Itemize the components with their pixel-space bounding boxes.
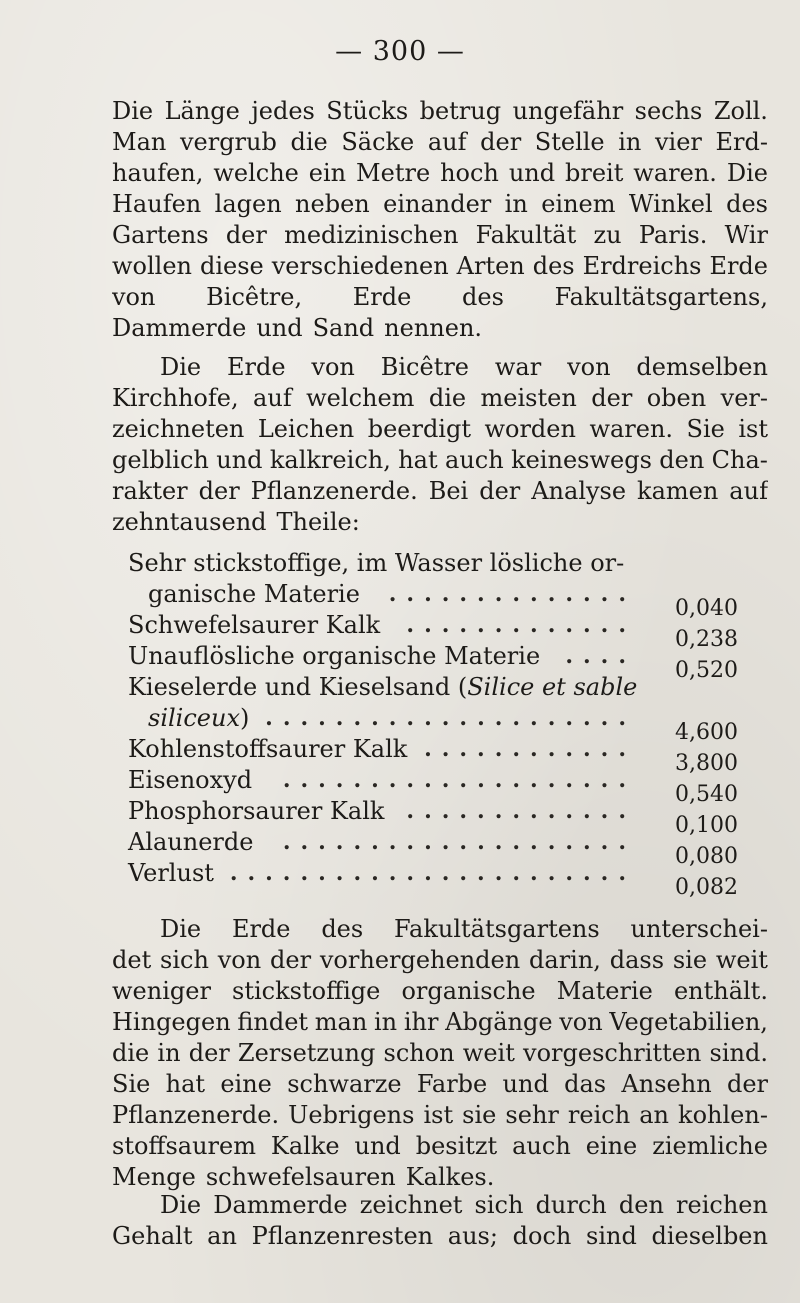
analysis-label: Eisenoxyd (128, 766, 253, 794)
para1-line: Die Länge jedes Stücks betrug ungefähr sechs Zoll. (112, 97, 768, 125)
dot-leader: .................... (282, 829, 636, 855)
analysis-label: siliceux) (148, 704, 250, 732)
analysis-row (128, 703, 748, 745)
dot-leader: .................... (282, 767, 636, 793)
dot-leader: ............. (406, 612, 636, 638)
page-number: — 300 — (335, 36, 465, 67)
analysis-row (128, 641, 748, 683)
para3-line: Die Erde des Fakultätsgartens unterschei- (160, 915, 768, 943)
analysis-value: 0,100 (675, 813, 738, 838)
paragraph-3 (112, 914, 768, 1193)
para2-line: gelblich und kalkreich, hat auch keineswegs den Cha- (112, 446, 768, 474)
para1-line: Man vergrub die Säcke auf der Stelle in vier Erd- (112, 128, 768, 156)
analysis-label: Alaunerde (128, 828, 254, 856)
para3-line: Hingegen findet man in ihr Abgänge von Vegetabilien, (112, 1008, 768, 1036)
dot-leader: ............. (406, 798, 636, 824)
para1-line: wollen diese verschiedenen Arten des Erdreichs Erde (112, 252, 768, 280)
analysis-label: Verlust (128, 859, 214, 887)
para3-line: det sich von der vorhergehenden darin, dass sie weit (112, 946, 768, 974)
analysis-value: 3,800 (675, 751, 738, 776)
para3-line: weniger stickstoffige organische Materie enthält. (112, 977, 768, 1005)
analysis-label-french: siliceux (148, 704, 240, 732)
para3-line: Sie hat eine schwarze Farbe und das Ansehn der (112, 1070, 768, 1098)
dot-leader: .... (565, 643, 636, 669)
analysis-label: Schwefelsaurer Kalk (128, 611, 381, 639)
analysis-row (128, 734, 748, 776)
analysis-value: 0,082 (675, 875, 738, 900)
analysis-label: Kieselerde und Kieselsand (Silice et sable (128, 673, 638, 701)
para3-line: Menge schwefelsauren Kalkes. (112, 1163, 495, 1191)
analysis-row (128, 548, 748, 579)
paragraph-2 (112, 352, 768, 538)
analysis-row (128, 579, 748, 621)
dot-leader: ....................... (229, 860, 636, 886)
analysis-row (128, 765, 748, 807)
paragraph-1 (112, 96, 768, 344)
analysis-label: Kohlenstoffsaurer Kalk (128, 735, 408, 763)
dot-leader: ............ (424, 736, 636, 762)
analysis-label: Unauflösliche organische Materie (128, 642, 541, 670)
soil-analysis-table (128, 548, 748, 900)
analysis-value: 0,520 (675, 658, 738, 683)
para4-line: Die Dammerde zeichnet sich durch den reichen (160, 1191, 768, 1219)
analysis-row (128, 672, 748, 703)
analysis-value: 0,540 (675, 782, 738, 807)
analysis-row (128, 796, 748, 838)
analysis-label-french: Silice et sable (467, 673, 638, 701)
analysis-value: 0,040 (675, 596, 738, 621)
analysis-value: 0,238 (675, 627, 738, 652)
analysis-row (128, 827, 748, 869)
analysis-value: 4,600 (675, 720, 738, 745)
para1-line: Gartens der medizinischen Fakultät zu Paris. Wir (112, 221, 768, 249)
dot-leader: .............. (388, 581, 636, 607)
para4-line: Gehalt an Pflanzenresten aus; doch sind dieselben (112, 1222, 768, 1250)
dot-leader: ..................... (265, 705, 636, 731)
analysis-row (128, 610, 748, 652)
para1-line: haufen, welche ein Metre hoch und breit waren. Die (112, 159, 768, 187)
para2-line: zehntausend Theile: (112, 508, 360, 536)
analysis-row (128, 858, 748, 900)
para2-line: Die Erde von Bicêtre war von demselben (160, 353, 768, 381)
para2-line: Kirchhofe, auf welchem die meisten der oben ver- (112, 384, 768, 412)
para1-line: Dammerde und Sand nennen. (112, 314, 483, 342)
para1-line: von Bicêtre, Erde des Fakultätsgartens, (112, 283, 768, 311)
analysis-label: Sehr stickstoffige, im Wasser lösliche or- (128, 549, 625, 577)
para3-line: die in der Zersetzung schon weit vorgeschritten sind. (112, 1039, 768, 1067)
analysis-label: Phosphorsaurer Kalk (128, 797, 385, 825)
para3-line: Pflanzenerde. Uebrigens ist sie sehr reich an kohlen- (112, 1101, 768, 1129)
para2-line: rakter der Pflanzenerde. Bei der Analyse kamen auf (112, 477, 768, 505)
para1-line: Haufen lagen neben einander in einem Winkel des (112, 190, 768, 218)
paragraph-4 (112, 1190, 768, 1252)
analysis-value: 0,080 (675, 844, 738, 869)
para3-line: stoffsaurem Kalke und besitzt auch eine ziemliche (112, 1132, 768, 1160)
para2-line: zeichneten Leichen beerdigt worden waren. Sie ist (112, 415, 768, 443)
analysis-label: ganische Materie (148, 580, 360, 608)
